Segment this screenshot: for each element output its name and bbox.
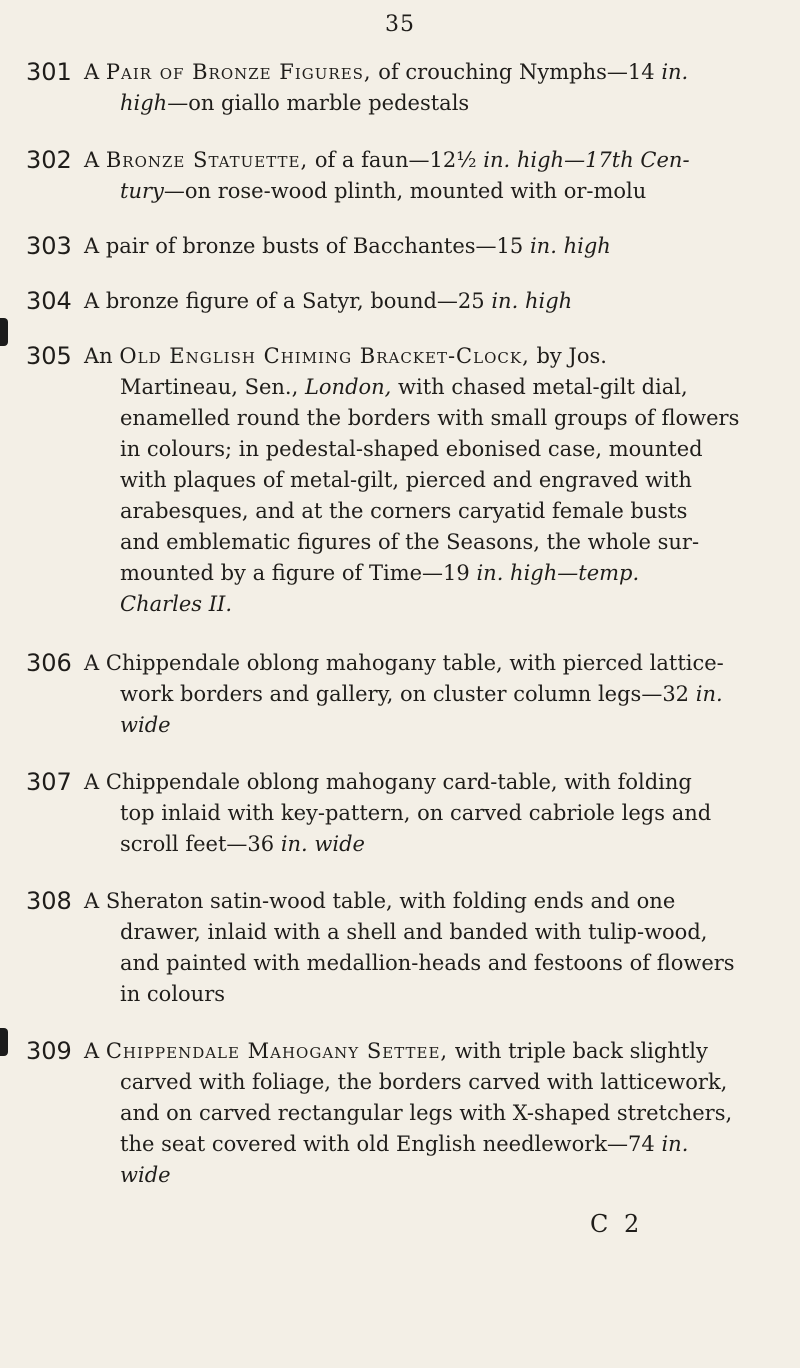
lot-title: Bronze Statuette, bbox=[105, 148, 309, 172]
printer-signature: C 2 bbox=[590, 1210, 644, 1238]
lot-description: A Sheraton satin-wood table, with folding ends and one drawer, inlaid with a shell and banded with tulip-wood, and painted with medallion-heads and festoons of flowers in colours bbox=[84, 889, 735, 1006]
lot-title: Chippendale Mahogany Settee, bbox=[105, 1039, 449, 1063]
lot-description: A Chippendale oblong mahogany table, with pierced lattice- work borders and gallery, on cluster column legs—32 in. wide bbox=[84, 651, 724, 737]
lot-description: A Pair of Bronze Figures, of crouching Nymphs—14 in. high—on giallo marble pedestals bbox=[84, 60, 689, 115]
lot-number: 309 bbox=[26, 1037, 72, 1065]
lot-number: 306 bbox=[26, 649, 72, 677]
lot-description: A Chippendale Mahogany Settee, with triple back slightly carved with foliage, the borders carved with latticework, and on carved rectangular legs with X-shaped stretchers, the seat covered with old English needlework—74 in. wide bbox=[84, 1039, 733, 1187]
lot-description: A Bronze Statuette, of a faun—12½ in. high—17th Cen- tury—on rose-wood plinth, mounted with or-molu bbox=[84, 148, 690, 203]
page-number: 35 bbox=[385, 12, 415, 37]
lot-title: Pair of Bronze Figures, bbox=[105, 60, 372, 84]
lot-title: Old English Chiming Bracket-Clock, bbox=[119, 344, 530, 368]
lot-description: A pair of bronze busts of Bacchantes—15 in. high bbox=[84, 234, 611, 258]
binding-mark bbox=[0, 1028, 8, 1056]
lot-description: An Old English Chiming Bracket-Clock, by Jos. Martineau, Sen., London, with chased metal-gilt dial, enamelled round the borders with small groups of flowers in colours; in pedestal-shaped ebonised case, mounted with plaques of metal-gilt, pierced and engraved with arabesques, and at the corners caryatid female busts and emblematic figures of the Seasons, the whole sur- mounted by a figure of Time—19 in. high—temp. Charles II. bbox=[84, 344, 740, 616]
lot-number: 304 bbox=[26, 287, 72, 315]
lot-description: A Chippendale oblong mahogany card-table, with folding top inlaid with key-pattern, on carved cabriole legs and scroll feet—36 in. wide bbox=[84, 770, 712, 856]
lot-number: 307 bbox=[26, 768, 72, 796]
lot-description: A bronze figure of a Satyr, bound—25 in. high bbox=[84, 289, 573, 313]
lot-number: 302 bbox=[26, 146, 72, 174]
lot-number: 308 bbox=[26, 887, 72, 915]
lot-number: 301 bbox=[26, 58, 72, 86]
binding-mark bbox=[0, 318, 8, 346]
lot-number: 303 bbox=[26, 232, 72, 260]
lot-number: 305 bbox=[26, 342, 72, 370]
